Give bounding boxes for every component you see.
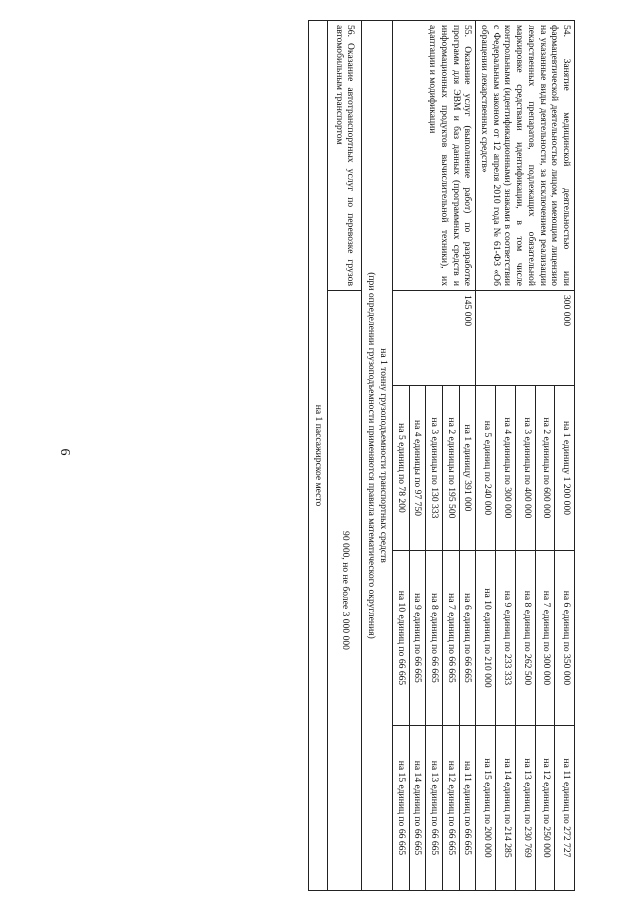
cell-55-4-3: на 14 единиц по 66 665 [409,726,426,891]
cell-54-2-3: на 12 единиц по 250 000 [535,726,555,891]
unit-note-line1: на 1 тонну грузоподъемности транспортных средств [377,348,389,563]
service-54: 54. Занятие медицинской деятельностью или фармацевтической деятельностью лицом, имеющим лицензию на указанные виды деятельности, за исключением реализации лекарственных препаратов, подлежащих обязательной маркировке средствами идентификации, в том числе контрольными (идентификационными) знаками в соответствии с Федеральным законом от 12 апреля 2010 года № 61-ФЗ «Об обращении лекарственных средств» [476,21,575,291]
cell-55-2-1: на 2 единицы по 195 500 [442,386,459,551]
cell-55-3-3: на 13 единиц по 66 665 [426,726,443,891]
rate-54: 300 000 [476,291,575,386]
cell-55-2-2: на 7 единиц по 66 665 [442,551,459,726]
cell-54-3-3: на 13 единиц по 230 769 [515,726,535,891]
cell-55-1-3: на 11 единиц по 66 665 [459,726,476,891]
service-55: 55. Оказание услуг (выполнение работ) по разработке программ для ЭВМ и баз данных (программных средств и информационных продуктов вычислительной техники), их адаптации и модификации [392,21,476,291]
passenger-note: на 1 пассажирское место [309,21,328,891]
cell-54-4-1: на 4 единицы по 300 000 [496,386,516,551]
cell-55-1-1: на 1 единицу 391 000 [459,386,476,551]
cell-54-1-2: на 6 единиц по 350 000 [555,551,575,726]
cell-55-3-1: на 3 единицы по 130 333 [426,386,443,551]
cell-54-2-1: на 2 единицы по 600 000 [535,386,555,551]
cell-54-1-3: на 11 единиц по 272 727 [555,726,575,891]
cell-54-3-1: на 3 единицы по 400 000 [515,386,535,551]
cell-55-2-3: на 12 единиц по 66 665 [442,726,459,891]
cell-54-1-1: на 1 единицу 1 200 000 [555,386,575,551]
cell-54-2-2: на 7 единиц по 300 000 [535,551,555,726]
unit-note [362,21,392,891]
value-56: 90 000, но не более 3 000 000 [328,291,362,891]
table-row-54 [555,21,575,891]
cell-54-5-1: на 5 единиц по 240 000 [476,386,496,551]
cell-54-4-2: на 9 единиц по 233 333 [496,551,516,726]
rotated-table-container [45,20,575,890]
unit-note-line2: (при определении грузоподъемности применяются правила математического округления) [366,272,378,639]
cell-54-5-2: на 10 единиц по 210 000 [476,551,496,726]
passenger-note-row [309,21,328,891]
service-56: 56. Оказание автотранспортных услуг по перевозке грузов автомобильным транспортом [328,21,362,291]
page-number: 6 [57,448,72,456]
cell-54-4-3: на 14 единиц по 214 285 [496,726,516,891]
rate-55: 145 000 [392,291,476,386]
cell-55-5-2: на 10 единиц по 66 665 [392,551,409,726]
unit-note-row [362,21,392,891]
cell-55-1-2: на 6 единиц по 66 665 [459,551,476,726]
cell-54-5-3: на 15 единиц по 200 000 [476,726,496,891]
cell-55-4-2: на 9 единиц по 66 665 [409,551,426,726]
cell-55-5-1: на 5 единиц по 78 200 [392,386,409,551]
tax-rates-table [308,20,575,891]
cell-55-4-1: на 4 единицы по 97 750 [409,386,426,551]
table-row-56 [328,21,362,891]
cell-55-5-3: на 15 единиц по 66 665 [392,726,409,891]
cell-55-3-2: на 8 единиц по 66 665 [426,551,443,726]
table-row-55 [459,21,476,891]
cell-54-3-2: на 8 единиц по 262 500 [515,551,535,726]
